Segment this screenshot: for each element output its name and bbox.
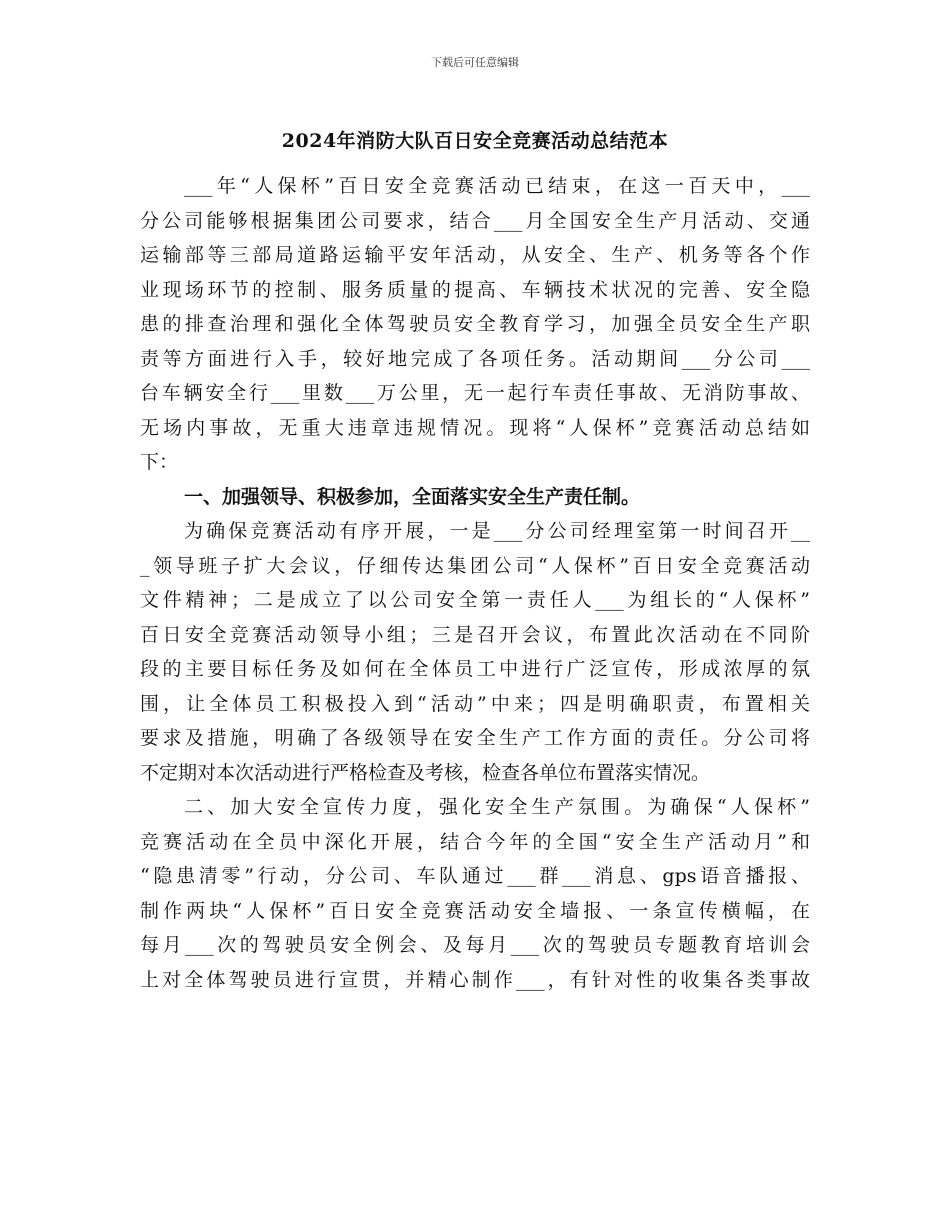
paragraph-line: 围，让全体员工积极投入到“活动”中来；四是明确职责，布置相关 bbox=[140, 692, 810, 715]
paragraph-line: 责等方面进行入手，较好地完成了各项任务。活动期间___分公司___ bbox=[140, 347, 810, 370]
paragraph-line: 文件精神；二是成立了以公司安全第一责任人___为组长的“人保杯” bbox=[140, 589, 810, 611]
paragraph-line: 分公司能够根据集团公司要求，结合___月全国安全生产月活动、交通 bbox=[140, 209, 810, 232]
paragraph-line: 不定期对本次活动进行严格检查及考核，检查各单位布置落实情况。 bbox=[140, 761, 711, 784]
document-body bbox=[140, 169, 810, 997]
paragraph-line: ___年“人保杯”百日安全竞赛活动已结束，在这一百天中，___ bbox=[184, 175, 810, 197]
paragraph-line: 业现场环节的控制、服务质量的提高、车辆技术状况的完善、安全隐 bbox=[140, 278, 810, 301]
paragraph-line: 要求及措施，明确了各级领导在安全生产工作方面的责任。分公司将 bbox=[140, 727, 810, 749]
paragraph-line: “隐患清零”行动，分公司、车队通过___群___消息、gps语音播报、 bbox=[140, 865, 810, 887]
paragraph-line: 为确保竞赛活动有序开展，一是___分公司经理室第一时间召开__ bbox=[184, 520, 810, 542]
header-note: 下载后可任意编辑 bbox=[431, 56, 519, 69]
paragraph-line: 段的主要目标任务及如何在全体员工中进行广泛宣传，形成浓厚的氛 bbox=[140, 658, 810, 680]
paragraph-line: 制作两块“人保杯”百日安全竞赛活动安全墙报、一条宣传横幅，在 bbox=[140, 899, 810, 922]
paragraph-line: 运输部等三部局道路运输平安年活动，从安全、生产、机务等各个作 bbox=[140, 244, 810, 266]
paragraph-line: 百日安全竞赛活动领导小组；三是召开会议，布置此次活动在不同阶 bbox=[140, 623, 810, 646]
section-heading: 一、加强领导、积极参加，全面落实安全生产责任制。 bbox=[184, 485, 641, 508]
paragraph-line: 每月___次的驾驶员安全例会、及每月___次的驾驶员专题教育培训会 bbox=[140, 934, 810, 956]
paragraph-line: 二、加大安全宣传力度，强化安全生产氛围。为确保“人保杯” bbox=[184, 796, 810, 818]
paragraph-line: _领导班子扩大会议，仔细传达集团公司“人保杯”百日安全竞赛活动 bbox=[140, 554, 810, 577]
paragraph-line: 下： bbox=[140, 451, 179, 473]
paragraph-line: 竞赛活动在全员中深化开展，结合今年的全国“安全生产活动月”和 bbox=[140, 830, 810, 853]
paragraph-line: 台车辆安全行___里数___万公里，无一起行车责任事故、无消防事故、 bbox=[140, 382, 810, 404]
paragraph-line: 患的排查治理和强化全体驾驶员安全教育学习，加强全员安全生产职 bbox=[140, 313, 810, 335]
paragraph-line: 上对全体驾驶员进行宣贯，并精心制作___，有针对性的收集各类事故 bbox=[140, 968, 810, 991]
document-title: 2024年消防大队百日安全竞赛活动总结范本 bbox=[281, 130, 669, 152]
paragraph-line: 无场内事故，无重大违章违规情况。现将“人保杯”竞赛活动总结如 bbox=[140, 416, 810, 439]
